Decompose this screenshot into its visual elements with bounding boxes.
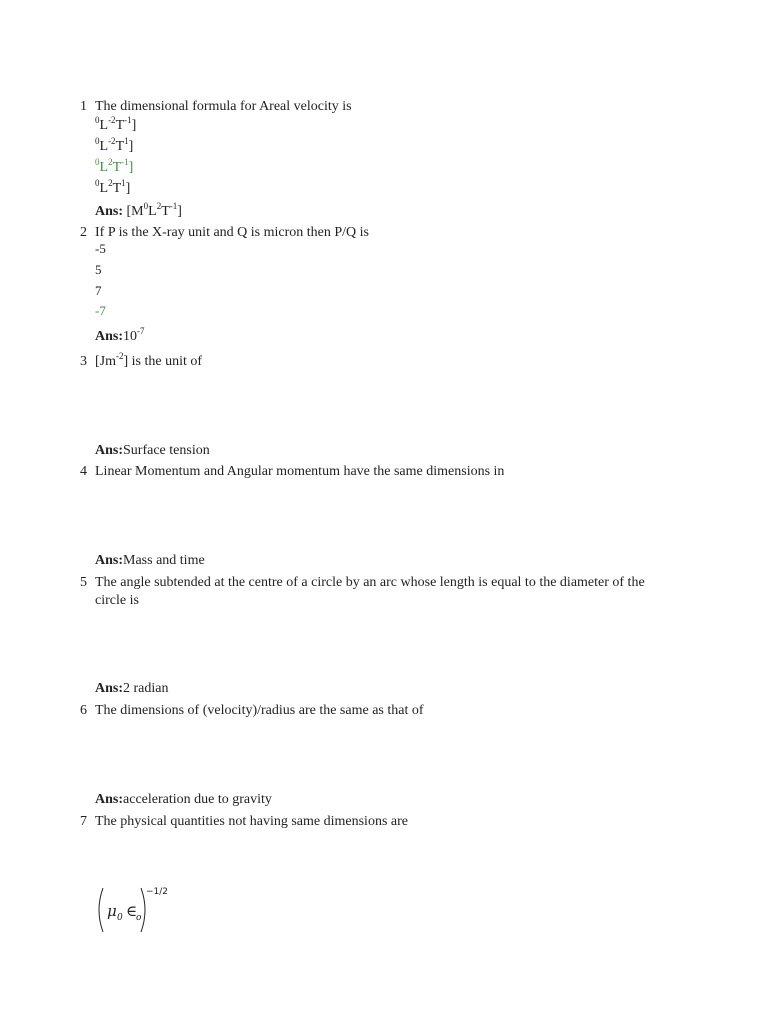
question-1-number: 1 [80,99,87,114]
q6-answer: Ans:acceleration due to gravity [95,792,272,807]
question-3-text: $[Jm^{-2}]$ is the unit of [95,351,203,369]
formula-right-paren [141,888,145,932]
answer-label: Ans: [95,681,124,696]
answer-label: Ans: [95,553,124,568]
formula-mu-subscript: 0 [117,913,123,923]
formula-epsilon-subscript: o [136,913,142,923]
q7-formula-mu-epsilon [95,880,175,936]
question-5-number: 5 [80,575,87,590]
formula-mu: μ [107,902,117,920]
answer-label: Ans: [95,792,124,807]
question-7-text: The physical quantities not having same dimensions are [95,814,408,829]
question-2-number: 2 [80,225,87,240]
question-3-number: 3 [80,354,87,369]
q2-answer: $Ans:10^{-7}$ [95,326,145,344]
question-5-text-line-1: The angle subtended at the centre of a circle by an arc whose length is equal to the diameter of the [95,575,645,590]
question-5-text-line-2: circle is [95,593,139,608]
q3-answer: Ans:Surface tension [95,443,210,458]
q1-option-1: $^0L^{-2}T^{-1}$] [95,115,137,133]
question-7-number: 7 [80,814,87,829]
q1-option-2: $^0L^{-2}T^1$] [95,136,134,154]
q1-answer: Ans: $[M^0L^2T^{-1}]$ [95,201,182,219]
question-1-text: The dimensional formula for Areal velocity is [95,99,352,114]
q2-option-3: 7 [95,283,102,298]
question-4-text: Linear Momentum and Angular momentum have the same dimensions in [95,464,505,479]
q1-option-3-correct: $^0L^2T^{-1}$] [95,157,134,175]
q1-option-4: $^0L^2T^1$] [95,178,131,196]
q2-option-1: -5 [95,241,106,256]
formula-left-paren [99,888,103,932]
answer-label: Ans: [95,329,124,344]
q5-answer: Ans:2 radian [95,681,169,696]
question-2-text: If P is the X-ray unit and Q is micron then P/Q is [95,225,370,240]
q2-option-2: 5 [95,262,102,277]
q2-option-4-correct: -7 [95,303,106,318]
question-6-number: 6 [80,703,87,718]
q4-answer: Ans:Mass and time [95,553,205,568]
answer-label: Ans: [95,204,124,219]
question-4-number: 4 [80,464,87,479]
formula-epsilon: ∈ [126,902,138,920]
formula-exponent: −1/2 [146,887,169,897]
answer-label: Ans: [95,443,124,458]
question-6-text: The dimensions of (velocity)/radius are the same as that of [95,703,424,718]
